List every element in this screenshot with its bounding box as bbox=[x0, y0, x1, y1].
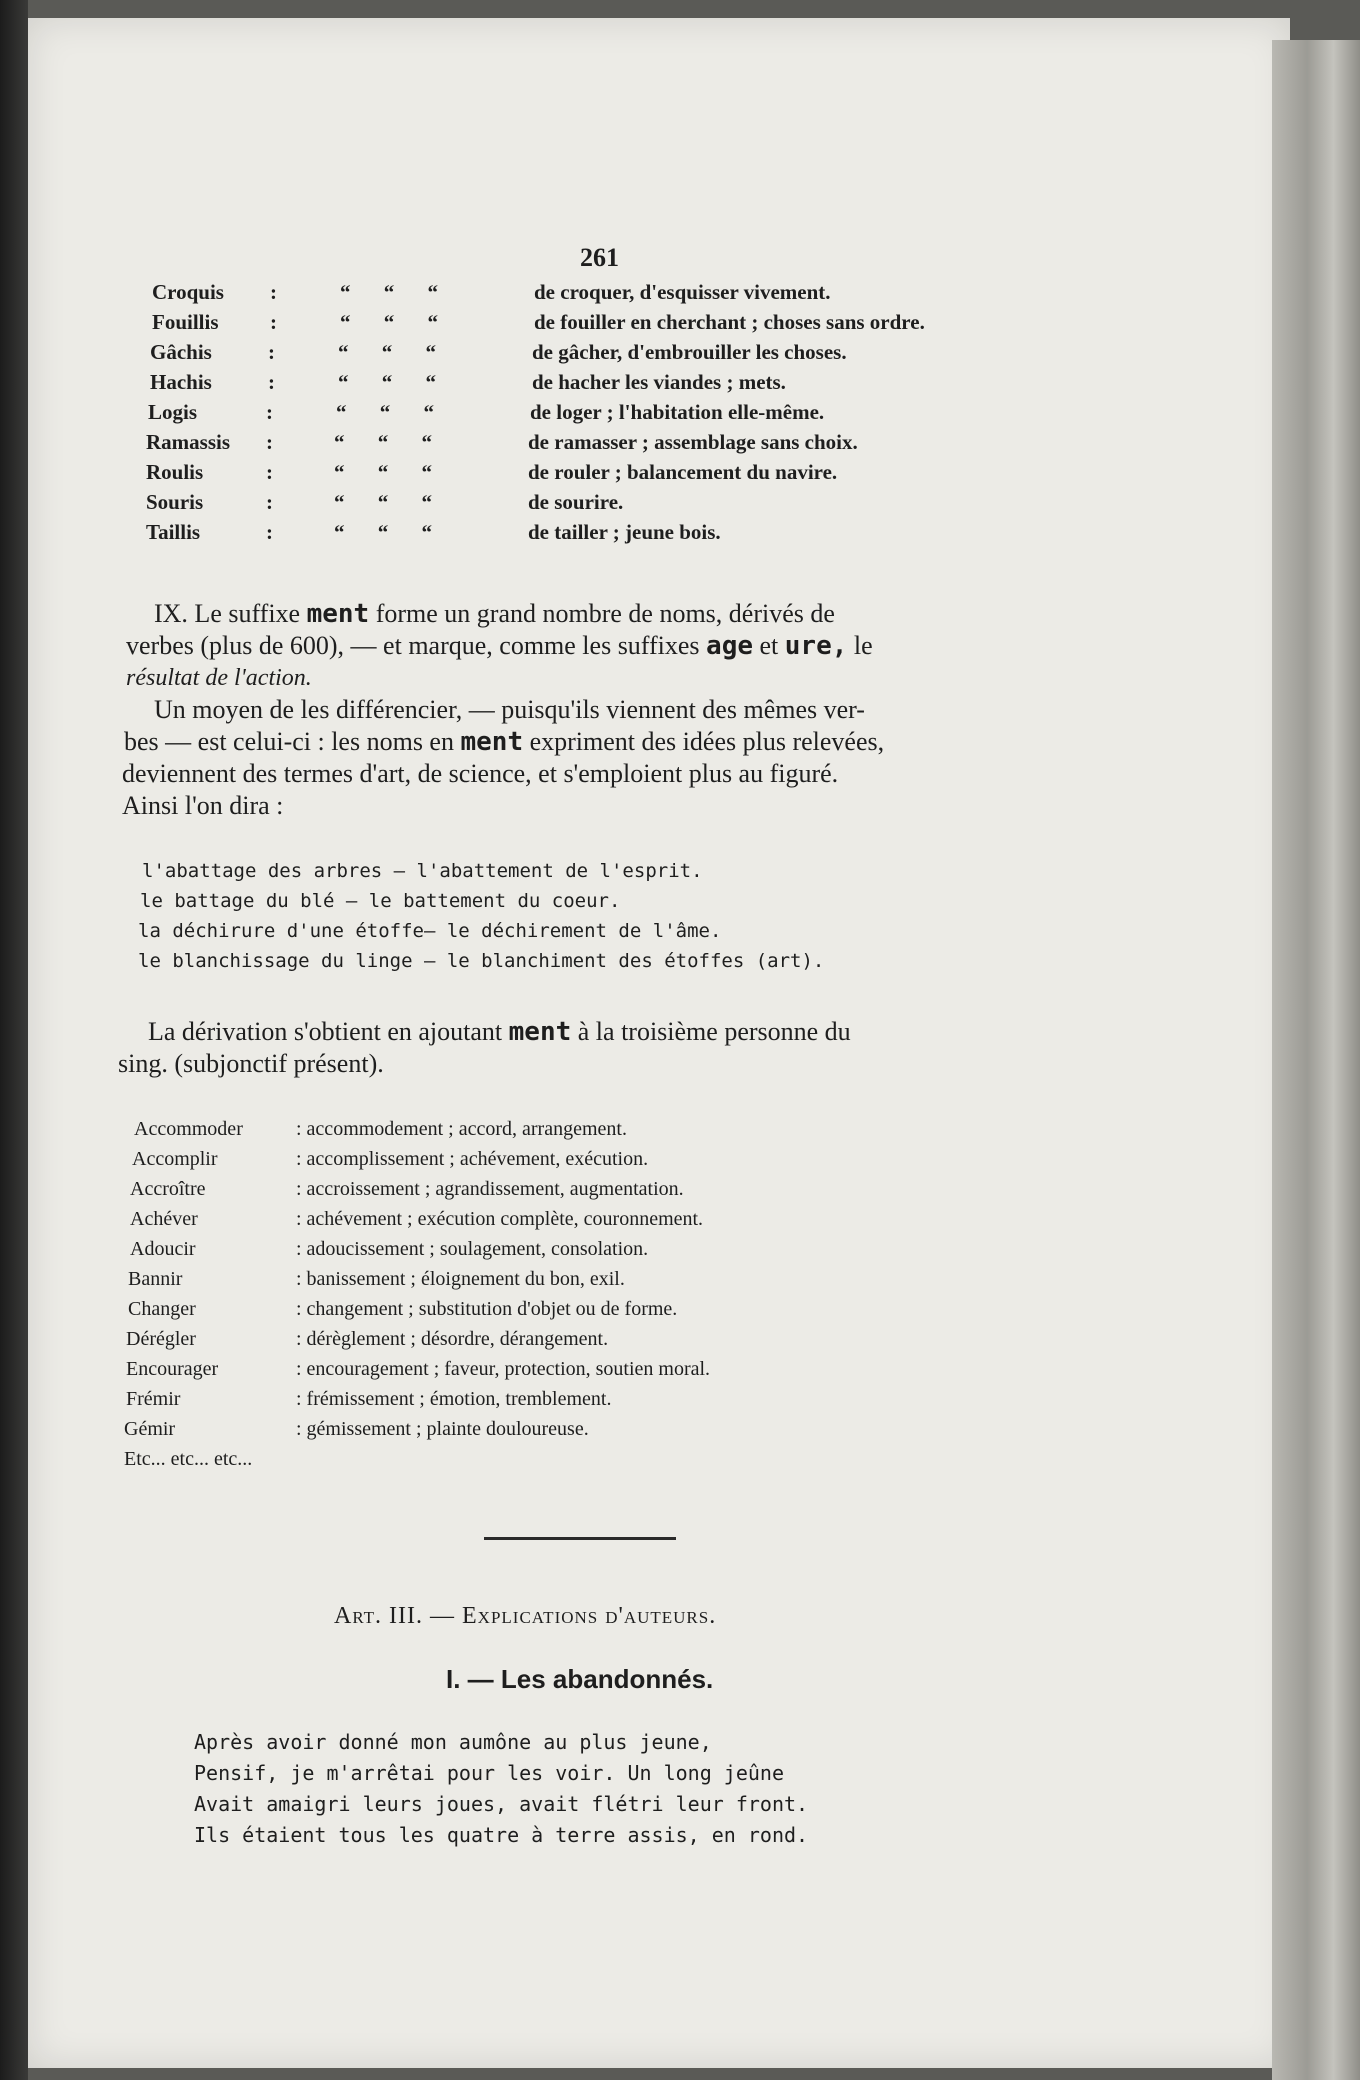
term: Gâchis bbox=[150, 340, 212, 364]
term: Roulis bbox=[146, 460, 204, 484]
definition: : encouragement ; faveur, protection, soutien moral. bbox=[296, 1358, 711, 1380]
colon: : bbox=[268, 340, 275, 364]
definition: de hacher les viandes ; mets. bbox=[532, 370, 786, 394]
term: Logis bbox=[148, 400, 198, 424]
term: Encourager bbox=[126, 1358, 219, 1380]
colon: : bbox=[266, 490, 273, 514]
definition: de rouler ; balancement du navire. bbox=[528, 460, 838, 484]
term: Accroître bbox=[130, 1178, 206, 1200]
page-stack-edge bbox=[1272, 40, 1360, 2080]
book-page bbox=[28, 18, 1290, 2068]
colon: : bbox=[266, 460, 273, 484]
text: bes — est celui-ci : les noms en bbox=[124, 727, 461, 756]
definition: de tailler ; jeune bois. bbox=[528, 520, 721, 544]
definition: : dérèglement ; désordre, dérangement. bbox=[296, 1328, 609, 1350]
paragraph-ix-line bbox=[126, 662, 312, 694]
poem-line: Ils étaient tous les quatre à terre assis, en rond. bbox=[194, 1823, 809, 1847]
term: Souris bbox=[146, 490, 204, 514]
definition: : accomplissement ; achévement, exécution. bbox=[296, 1148, 649, 1170]
definition: : changement ; substitution d'objet ou de forme. bbox=[296, 1298, 678, 1320]
term: Croquis bbox=[152, 280, 224, 304]
colon: : bbox=[270, 280, 277, 304]
keyword: ment bbox=[460, 727, 524, 757]
example-line: le battage du blé — le battement du coeur. bbox=[140, 890, 621, 912]
keyword: ment bbox=[306, 599, 370, 629]
paragraph-line: Un moyen de les différencier, — puisqu'ils viennent des mêmes ver- bbox=[154, 695, 865, 724]
term: Changer bbox=[128, 1298, 196, 1320]
page-number: 261 bbox=[580, 243, 619, 272]
colon: : bbox=[266, 400, 273, 424]
definition: : accroissement ; agrandissement, augmentation. bbox=[296, 1178, 684, 1200]
paragraph-ix-line bbox=[154, 598, 835, 630]
example-line: la déchirure d'une étoffe— le déchirement de l'âme. bbox=[138, 920, 722, 942]
paragraph-line bbox=[124, 726, 884, 758]
colon: : bbox=[270, 310, 277, 334]
example-line: le blanchissage du linge — le blanchiment des étoffes (art). bbox=[138, 950, 825, 972]
ditto-marks: “ “ “ bbox=[334, 460, 432, 484]
keyword: ment bbox=[508, 1017, 572, 1047]
colon: : bbox=[268, 370, 275, 394]
paragraph-line: sing. (subjonctif présent). bbox=[118, 1049, 384, 1078]
definition: : accommodement ; accord, arrangement. bbox=[296, 1118, 627, 1140]
term: Achéver bbox=[130, 1208, 198, 1230]
text: le bbox=[847, 631, 873, 660]
definition: : banissement ; éloignement du bon, exil. bbox=[296, 1268, 625, 1290]
term: Taillis bbox=[146, 520, 201, 544]
term: Fouillis bbox=[152, 310, 219, 334]
term: Adoucir bbox=[130, 1238, 196, 1260]
etc-line: Etc... etc... etc... bbox=[124, 1448, 253, 1470]
text: expriment des idées plus relevées, bbox=[523, 727, 885, 756]
poem-title: I. — Les abandonnés. bbox=[446, 1664, 714, 1694]
text: La dérivation s'obtient en ajoutant bbox=[148, 1017, 509, 1046]
paragraph-line: Ainsi l'on dira : bbox=[122, 791, 284, 820]
ditto-marks: “ “ “ bbox=[338, 370, 436, 394]
keyword: age bbox=[706, 631, 754, 661]
ditto-marks: “ “ “ bbox=[334, 430, 432, 454]
definition: : achévement ; exécution complète, couronnement. bbox=[296, 1208, 704, 1230]
definition: de gâcher, d'embrouiller les choses. bbox=[532, 340, 847, 364]
term: Accomplir bbox=[132, 1148, 218, 1170]
term: Bannir bbox=[128, 1268, 183, 1290]
ditto-marks: “ “ “ bbox=[340, 310, 438, 334]
term: Gémir bbox=[124, 1418, 176, 1440]
section-divider bbox=[484, 1537, 676, 1540]
poem-line: Avait amaigri leurs joues, avait flétri leur front. bbox=[194, 1792, 809, 1816]
colon: : bbox=[266, 520, 273, 544]
text: IX. Le suffixe bbox=[154, 599, 307, 628]
definition: de fouiller en cherchant ; choses sans ordre. bbox=[534, 310, 925, 334]
text: et bbox=[753, 631, 785, 660]
paragraph-ix-line bbox=[126, 630, 873, 662]
ditto-marks: “ “ “ bbox=[338, 340, 436, 364]
definition: de ramasser ; assemblage sans choix. bbox=[528, 430, 858, 454]
ditto-marks: “ “ “ bbox=[334, 520, 432, 544]
paragraph-line: deviennent des termes d'art, de science, et s'emploient plus au figuré. bbox=[122, 759, 839, 788]
definition: : gémissement ; plainte douloureuse. bbox=[296, 1418, 589, 1440]
paragraph-line bbox=[148, 1016, 851, 1048]
article-heading: Art. III. — Explications d'auteurs. bbox=[334, 1603, 717, 1629]
ditto-marks: “ “ “ bbox=[334, 490, 432, 514]
ditto-marks: “ “ “ bbox=[336, 400, 434, 424]
poem-line: Pensif, je m'arrêtai pour les voir. Un long jeûne bbox=[194, 1761, 785, 1785]
colon: : bbox=[266, 430, 273, 454]
definition: de sourire. bbox=[528, 490, 624, 514]
term: Dérégler bbox=[126, 1328, 196, 1350]
poem-line: Après avoir donné mon aumône au plus jeune, bbox=[194, 1730, 712, 1754]
definition: de loger ; l'habitation elle-même. bbox=[530, 400, 825, 424]
book-gutter-shadow bbox=[0, 0, 28, 2080]
ditto-marks: “ “ “ bbox=[340, 280, 438, 304]
term: Frémir bbox=[126, 1388, 181, 1410]
text: à la troisième personne du bbox=[571, 1017, 851, 1046]
text: verbes (plus de 600), — et marque, comme les suffixes bbox=[126, 631, 707, 660]
term: Hachis bbox=[150, 370, 212, 394]
definition: : adoucissement ; soulagement, consolation. bbox=[296, 1238, 649, 1260]
term: Accommoder bbox=[134, 1118, 243, 1140]
text: forme un grand nombre de noms, dérivés de bbox=[369, 599, 835, 628]
keyword: ure, bbox=[784, 631, 848, 661]
definition: de croquer, d'esquisser vivement. bbox=[534, 280, 831, 304]
definition: : frémissement ; émotion, tremblement. bbox=[296, 1388, 612, 1410]
example-line: l'abattage des arbres — l'abattement de l'esprit. bbox=[142, 860, 703, 882]
italic-text: résultat de l'action. bbox=[126, 665, 312, 691]
term: Ramassis bbox=[146, 430, 231, 454]
